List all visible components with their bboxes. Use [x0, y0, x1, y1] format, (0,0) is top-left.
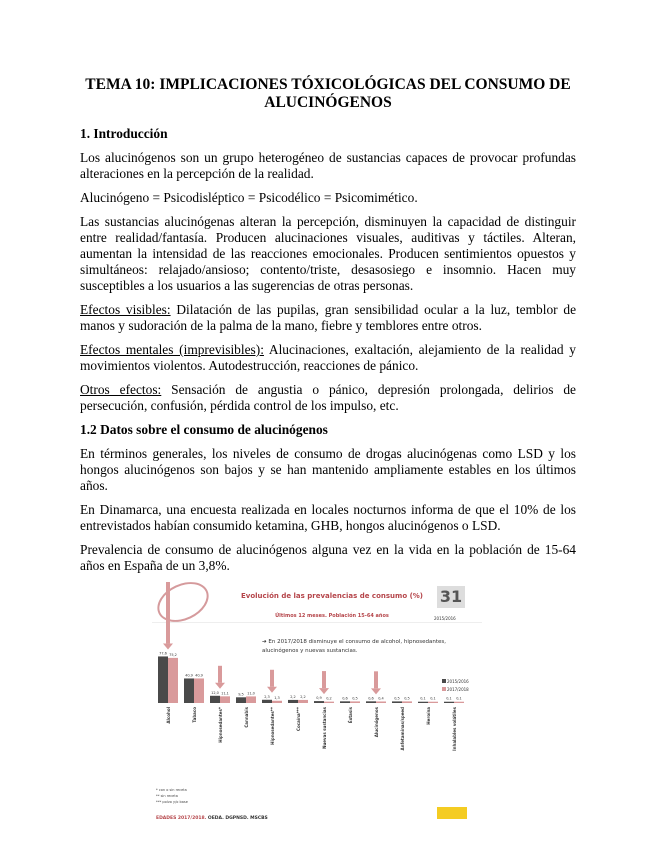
label: Efectos visibles: [80, 302, 171, 317]
decrease-arrow [166, 582, 170, 643]
data-label: 2,3 [264, 694, 270, 699]
data-label: 2,2 [290, 694, 296, 699]
category-label: Alcohol [166, 707, 171, 724]
text: Alucinaciones, exaltación, alejamiento de la realidad y movimientos violentos. Autodestrucción, reacciones de pánico. [80, 342, 576, 373]
bar [298, 700, 308, 703]
bar [168, 658, 178, 703]
paragraph: En términos generales, los niveles de consumo de drogas alucinógenas como LSD y los hongos alucinógenos son bajos y se han mantenido ampliamente estables en los últimos años. [80, 446, 576, 493]
data-label: 0,5 [394, 696, 400, 701]
data-label: 0,5 [404, 696, 410, 701]
data-label: 0,1 [446, 696, 452, 701]
bar [246, 696, 256, 703]
data-label: 0,1 [420, 696, 426, 701]
badge: 31 [437, 586, 465, 608]
category-label: Inhalables volátiles [452, 707, 457, 751]
label: Otros efectos: [80, 382, 162, 397]
decrease-arrow [218, 666, 222, 683]
data-label: 77,6 [159, 651, 167, 656]
bar [392, 701, 402, 703]
decrease-arrow [322, 671, 326, 688]
bar [158, 656, 168, 703]
paragraph: Prevalencia de consumo de alucinógenos alguna vez en la vida en la población de 15-64 años en España de un 3,8%. [80, 542, 576, 573]
bar [220, 696, 230, 703]
bar [288, 700, 298, 703]
bar [210, 696, 220, 703]
data-label: 75,2 [169, 652, 177, 657]
bar [194, 678, 204, 703]
bar [418, 702, 428, 703]
bar [444, 702, 454, 703]
paragraph [80, 382, 576, 414]
data-label: 0,2 [326, 696, 332, 701]
category-label: Tabaco [192, 707, 197, 723]
decrease-arrow [374, 671, 378, 688]
bar [428, 702, 438, 703]
category-label: Alucinógenos [374, 707, 379, 738]
government-logo [437, 807, 467, 819]
decrease-arrowhead [371, 688, 381, 694]
data-label: 9,5 [238, 692, 244, 697]
data-label: 1,3 [274, 695, 280, 700]
paragraph: Los alucinógenos son un grupo heterogéneo de sustancias capaces de provocar profundas alteraciones en la percepción de la realidad. [80, 150, 576, 181]
decrease-arrowhead [267, 687, 277, 693]
data-label: 0,9 [316, 696, 322, 701]
bar [366, 701, 376, 703]
data-label: 11,1 [221, 691, 229, 696]
decrease-arrowhead [163, 643, 173, 649]
data-label: 40,9 [195, 673, 203, 678]
bar [236, 697, 246, 703]
section-heading: 1. Introducción [80, 126, 168, 141]
chart-subtitle: Últimos 12 meses. Población 15-64 años [275, 613, 389, 619]
paragraph [80, 302, 576, 334]
bar [376, 701, 386, 703]
chart-note: ➔ En 2017/2018 disminuye el consumo de alcohol, hipnosedantes, alucinógenos y nuevas sustancias. [262, 639, 447, 654]
data-label: 0,5 [352, 696, 358, 701]
category-label: Cannabis [244, 707, 249, 728]
data-label: 12,0 [211, 690, 219, 695]
bar [184, 678, 194, 703]
category-label: Hipnosedantes** [270, 707, 275, 745]
paragraph [80, 342, 576, 374]
text: Sensación de angustia o pánico, depresión prolongada, delirios de persecución, confusión, pérdida control de los impulso, etc. [80, 382, 576, 413]
data-label: 0,6 [342, 696, 348, 701]
bar [340, 701, 350, 703]
category-label: Nuevas sustancias [322, 707, 327, 749]
bar [350, 701, 360, 703]
bar [314, 701, 324, 703]
data-label: 2,2 [300, 694, 306, 699]
badge-years: 2015/2016 [434, 616, 456, 621]
decrease-arrowhead [215, 683, 225, 689]
document-page [80, 76, 576, 842]
category-label: Cocaína*** [296, 707, 301, 731]
data-label: 0,1 [456, 696, 462, 701]
category-label: Éxtasis [348, 707, 353, 724]
paragraph: Alucinógeno = Psicodisléptico = Psicodélico = Psicomimético. [80, 190, 418, 205]
prevalence-chart [152, 582, 502, 842]
decrease-arrow [270, 670, 274, 687]
data-label: 0,4 [378, 696, 384, 701]
chart-source: EDADES 2017/2018. OEDA. DGPNSD. MSCBS [156, 816, 268, 821]
data-label: 40,9 [185, 673, 193, 678]
bar [402, 701, 412, 703]
decrease-arrowhead [319, 688, 329, 694]
legend-item: 2015/2016 [442, 678, 469, 686]
category-label: Hipnosedantes* [218, 707, 223, 743]
label: Efectos mentales (imprevisibles): [80, 342, 264, 357]
page-title: TEMA 10: IMPLICACIONES TÓXICOLÓGICAS DEL CONSUMO DE ALUCINÓGENOS [85, 76, 571, 111]
paragraph: Las sustancias alucinógenas alteran la percepción, disminuyen la capacidad de distinguir entre realidad/fantasía. Producen alucinaciones visuales, auditivas y táctiles. Alteran, aumentan la intensidad de las reacciones emocionales. Producen sentimientos opuestos y simultáneos: relajado/ansioso; contento/triste, desasosiego e insomnio. Hacen muy susceptibles a los usuarios a las sugerencias de otras personas. [80, 214, 576, 293]
legend-item: 2017/2018 [442, 686, 469, 694]
category-label: Heroína [426, 707, 431, 725]
section-heading: 1.2 Datos sobre el consumo de alucinógenos [80, 422, 328, 437]
data-label: 0,1 [430, 696, 436, 701]
bar [262, 700, 272, 703]
footnotes: * con o sin receta ** sin receta *** polvo y/o base [156, 788, 188, 804]
paragraph: En Dinamarca, una encuesta realizada en locales nocturnos informa de que el 10% de los entrevistados habían consumido ketamina, GHB, hongos alucinógenos o LSD. [80, 502, 576, 533]
data-label: 11,0 [247, 691, 255, 696]
bar-plot [152, 582, 502, 802]
category-label: Anfetaminas/speed [400, 707, 405, 751]
text: Dilatación de las pupilas, gran sensibilidad ocular a la luz, temblor de manos y sudoración de la palma de la mano, fiebre y temblores entre otros. [80, 302, 577, 333]
bar [454, 702, 464, 703]
chart-title: Evolución de las prevalencias de consumo (%) [241, 592, 423, 600]
bar [324, 702, 334, 703]
bar [272, 701, 282, 703]
data-label: 0,6 [368, 696, 374, 701]
